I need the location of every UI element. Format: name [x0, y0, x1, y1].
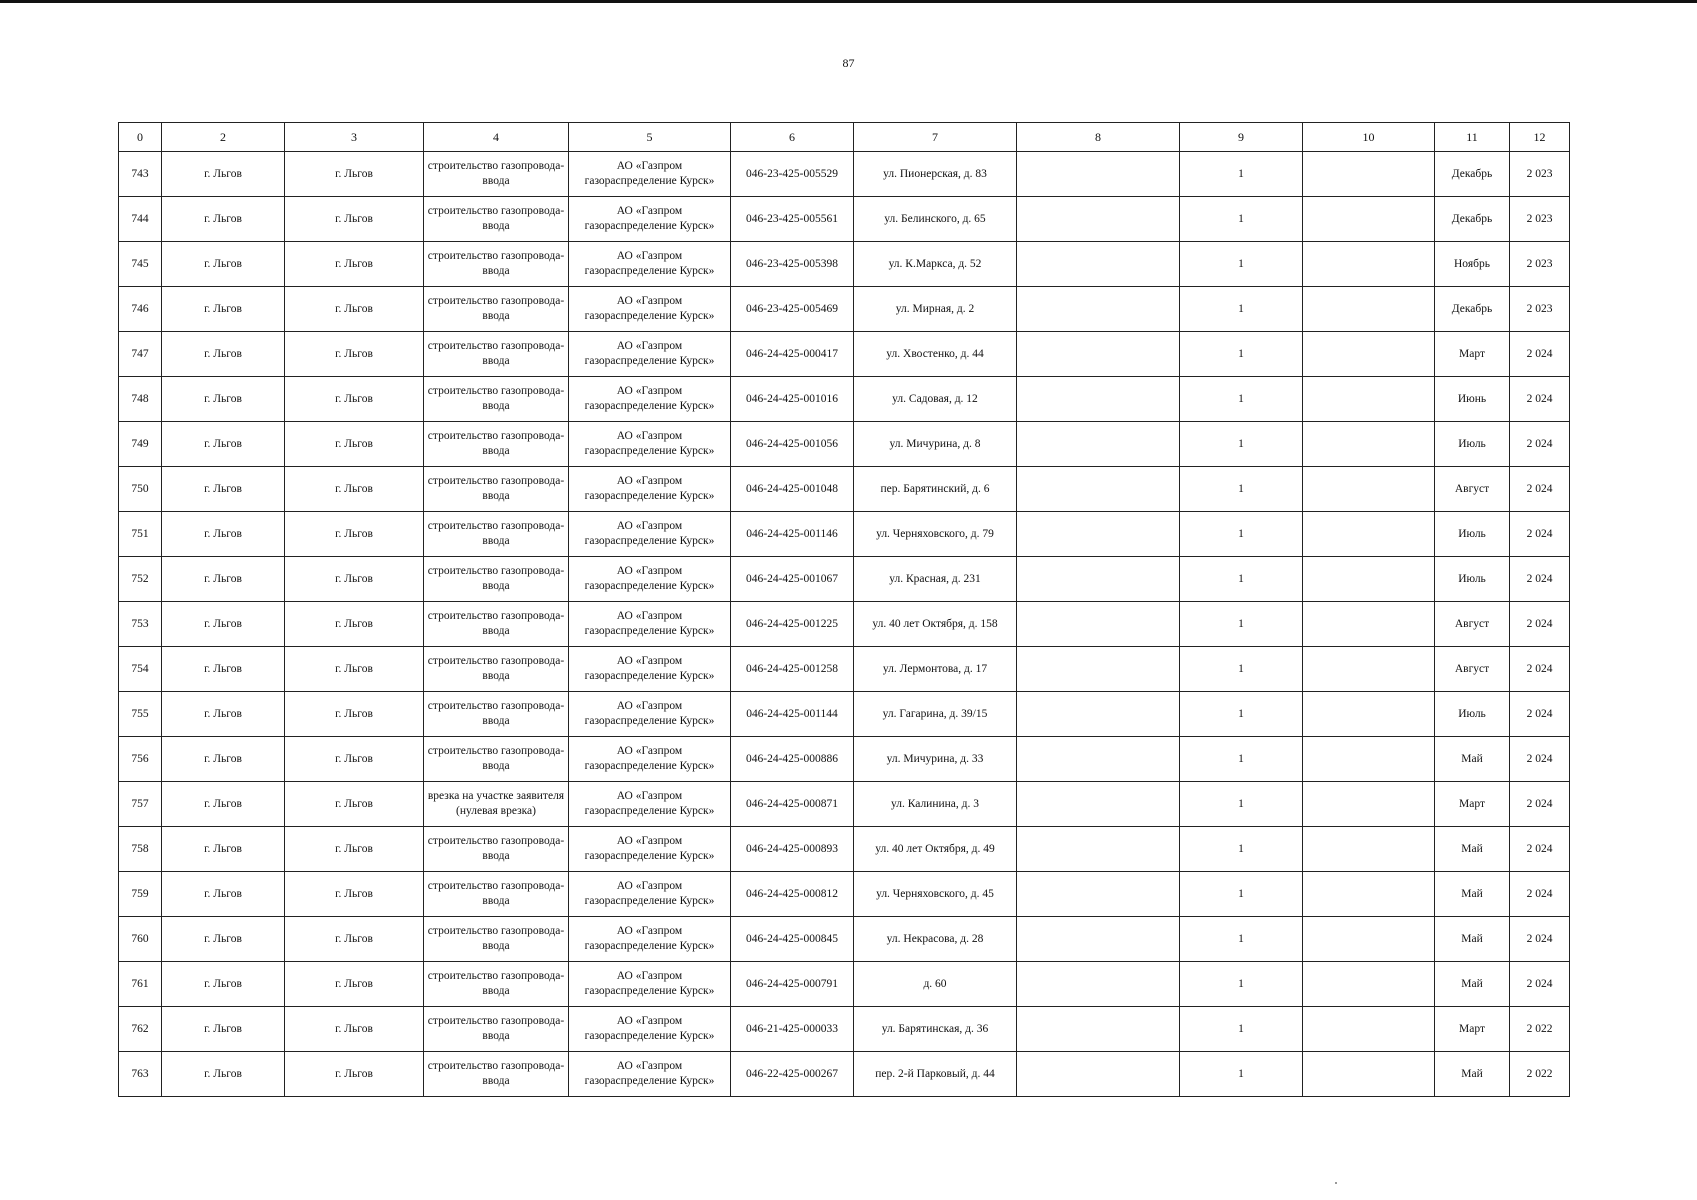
row-number: 745: [119, 242, 162, 287]
empty-cell-8: [1017, 557, 1180, 602]
settlement-cell: г. Льгов: [285, 917, 424, 962]
empty-cell-10: [1303, 197, 1435, 242]
locality-cell: г. Льгов: [162, 512, 285, 557]
empty-cell-8: [1017, 152, 1180, 197]
address-cell: пер. Барятинский, д. 6: [854, 467, 1017, 512]
organization-cell: АО «Газпром газораспределение Курск»: [569, 602, 731, 647]
application-id-cell: 046-23-425-005398: [731, 242, 854, 287]
organization-cell: АО «Газпром газораспределение Курск»: [569, 242, 731, 287]
work-type-cell: строительство газопровода-ввода: [424, 467, 569, 512]
work-type-cell: строительство газопровода-ввода: [424, 557, 569, 602]
month-cell: Декабрь: [1435, 152, 1510, 197]
empty-cell-10: [1303, 602, 1435, 647]
month-cell: Июль: [1435, 422, 1510, 467]
month-cell: Май: [1435, 962, 1510, 1007]
table-row: [119, 917, 1570, 962]
month-cell: Июнь: [1435, 377, 1510, 422]
address-cell: ул. Красная, д. 231: [854, 557, 1017, 602]
empty-cell-8: [1017, 422, 1180, 467]
empty-cell-8: [1017, 872, 1180, 917]
year-cell: 2 023: [1510, 152, 1570, 197]
organization-cell: АО «Газпром газораспределение Курск»: [569, 917, 731, 962]
page-number: 87: [842, 56, 855, 70]
locality-cell: г. Льгов: [162, 422, 285, 467]
application-id-cell: 046-24-425-000871: [731, 782, 854, 827]
locality-cell: г. Льгов: [162, 557, 285, 602]
application-id-cell: 046-24-425-001016: [731, 377, 854, 422]
quantity-cell: 1: [1180, 557, 1303, 602]
application-id-cell: 046-24-425-000886: [731, 737, 854, 782]
month-cell: Декабрь: [1435, 287, 1510, 332]
column-header: 9: [1180, 123, 1303, 152]
row-number: 743: [119, 152, 162, 197]
column-header: 11: [1435, 123, 1510, 152]
organization-cell: АО «Газпром газораспределение Курск»: [569, 692, 731, 737]
empty-cell-8: [1017, 242, 1180, 287]
application-id-cell: 046-24-425-000845: [731, 917, 854, 962]
year-cell: 2 024: [1510, 512, 1570, 557]
month-cell: Июль: [1435, 557, 1510, 602]
organization-cell: АО «Газпром газораспределение Курск»: [569, 512, 731, 557]
application-id-cell: 046-24-425-001048: [731, 467, 854, 512]
empty-cell-8: [1017, 692, 1180, 737]
settlement-cell: г. Льгов: [285, 287, 424, 332]
column-header: 8: [1017, 123, 1180, 152]
table-row: [119, 1052, 1570, 1097]
row-number: 761: [119, 962, 162, 1007]
empty-cell-10: [1303, 557, 1435, 602]
table-row: [119, 242, 1570, 287]
organization-cell: АО «Газпром газораспределение Курск»: [569, 557, 731, 602]
locality-cell: г. Льгов: [162, 152, 285, 197]
year-cell: 2 024: [1510, 872, 1570, 917]
column-header: 2: [162, 123, 285, 152]
settlement-cell: г. Льгов: [285, 737, 424, 782]
address-cell: ул. Хвостенко, д. 44: [854, 332, 1017, 377]
quantity-cell: 1: [1180, 332, 1303, 377]
row-number: 758: [119, 827, 162, 872]
table-row: [119, 872, 1570, 917]
work-type-cell: строительство газопровода-ввода: [424, 872, 569, 917]
settlement-cell: г. Льгов: [285, 377, 424, 422]
application-id-cell: 046-22-425-000267: [731, 1052, 854, 1097]
month-cell: Май: [1435, 917, 1510, 962]
year-cell: 2 024: [1510, 917, 1570, 962]
application-id-cell: 046-24-425-000893: [731, 827, 854, 872]
empty-cell-10: [1303, 332, 1435, 377]
application-id-cell: 046-24-425-000417: [731, 332, 854, 377]
row-number: 744: [119, 197, 162, 242]
address-cell: ул. Калинина, д. 3: [854, 782, 1017, 827]
month-cell: Август: [1435, 467, 1510, 512]
address-cell: ул. 40 лет Октября, д. 49: [854, 827, 1017, 872]
quantity-cell: 1: [1180, 962, 1303, 1007]
month-cell: Май: [1435, 737, 1510, 782]
year-cell: 2 024: [1510, 557, 1570, 602]
quantity-cell: 1: [1180, 917, 1303, 962]
settlement-cell: г. Льгов: [285, 332, 424, 377]
column-header: 7: [854, 123, 1017, 152]
address-cell: ул. Черняховского, д. 45: [854, 872, 1017, 917]
locality-cell: г. Льгов: [162, 467, 285, 512]
row-number: 749: [119, 422, 162, 467]
settlement-cell: г. Льгов: [285, 242, 424, 287]
address-cell: ул. Мирная, д. 2: [854, 287, 1017, 332]
table-row: [119, 422, 1570, 467]
organization-cell: АО «Газпром газораспределение Курск»: [569, 152, 731, 197]
application-id-cell: 046-24-425-001225: [731, 602, 854, 647]
settlement-cell: г. Льгов: [285, 782, 424, 827]
column-header: 12: [1510, 123, 1570, 152]
quantity-cell: 1: [1180, 1007, 1303, 1052]
column-header: 5: [569, 123, 731, 152]
work-type-cell: строительство газопровода-ввода: [424, 377, 569, 422]
settlement-cell: г. Льгов: [285, 602, 424, 647]
application-id-cell: 046-24-425-001146: [731, 512, 854, 557]
address-cell: ул. Белинского, д. 65: [854, 197, 1017, 242]
settlement-cell: г. Льгов: [285, 512, 424, 557]
settlement-cell: г. Льгов: [285, 827, 424, 872]
quantity-cell: 1: [1180, 242, 1303, 287]
table-row: [119, 647, 1570, 692]
empty-cell-10: [1303, 647, 1435, 692]
work-type-cell: строительство газопровода-ввода: [424, 827, 569, 872]
locality-cell: г. Льгов: [162, 647, 285, 692]
month-cell: Июль: [1435, 692, 1510, 737]
row-number: 760: [119, 917, 162, 962]
table-row: [119, 287, 1570, 332]
settlement-cell: г. Льгов: [285, 1052, 424, 1097]
empty-cell-10: [1303, 692, 1435, 737]
work-type-cell: строительство газопровода-ввода: [424, 197, 569, 242]
table-row: [119, 152, 1570, 197]
row-number: 746: [119, 287, 162, 332]
year-cell: 2 024: [1510, 422, 1570, 467]
application-id-cell: 046-21-425-000033: [731, 1007, 854, 1052]
work-type-cell: строительство газопровода-ввода: [424, 512, 569, 557]
address-cell: пер. 2-й Парковый, д. 44: [854, 1052, 1017, 1097]
work-type-cell: строительство газопровода-ввода: [424, 422, 569, 467]
locality-cell: г. Льгов: [162, 1052, 285, 1097]
locality-cell: г. Льгов: [162, 917, 285, 962]
application-id-cell: 046-24-425-000791: [731, 962, 854, 1007]
row-number: 755: [119, 692, 162, 737]
column-header: 0: [119, 123, 162, 152]
locality-cell: г. Льгов: [162, 962, 285, 1007]
quantity-cell: 1: [1180, 152, 1303, 197]
year-cell: 2 022: [1510, 1052, 1570, 1097]
month-cell: Май: [1435, 1052, 1510, 1097]
table-row: [119, 557, 1570, 602]
empty-cell-8: [1017, 512, 1180, 557]
empty-cell-8: [1017, 827, 1180, 872]
locality-cell: г. Льгов: [162, 602, 285, 647]
data-table: [118, 122, 1570, 1097]
organization-cell: АО «Газпром газораспределение Курск»: [569, 332, 731, 377]
empty-cell-10: [1303, 962, 1435, 1007]
empty-cell-8: [1017, 467, 1180, 512]
application-id-cell: 046-23-425-005529: [731, 152, 854, 197]
quantity-cell: 1: [1180, 422, 1303, 467]
organization-cell: АО «Газпром газораспределение Курск»: [569, 737, 731, 782]
year-cell: 2 024: [1510, 602, 1570, 647]
table-row: [119, 962, 1570, 1007]
settlement-cell: г. Льгов: [285, 197, 424, 242]
quantity-cell: 1: [1180, 737, 1303, 782]
year-cell: 2 023: [1510, 197, 1570, 242]
work-type-cell: врезка на участке заявителя (нулевая врезка): [424, 782, 569, 827]
month-cell: Март: [1435, 782, 1510, 827]
empty-cell-8: [1017, 332, 1180, 377]
year-cell: 2 022: [1510, 1007, 1570, 1052]
year-cell: 2 024: [1510, 737, 1570, 782]
empty-cell-10: [1303, 512, 1435, 557]
settlement-cell: г. Льгов: [285, 557, 424, 602]
table-row: [119, 737, 1570, 782]
row-number: 759: [119, 872, 162, 917]
work-type-cell: строительство газопровода-ввода: [424, 917, 569, 962]
empty-cell-10: [1303, 422, 1435, 467]
empty-cell-8: [1017, 1007, 1180, 1052]
application-id-cell: 046-23-425-005469: [731, 287, 854, 332]
work-type-cell: строительство газопровода-ввода: [424, 1007, 569, 1052]
empty-cell-8: [1017, 782, 1180, 827]
year-cell: 2 024: [1510, 647, 1570, 692]
quantity-cell: 1: [1180, 467, 1303, 512]
address-cell: ул. Мичурина, д. 33: [854, 737, 1017, 782]
settlement-cell: г. Льгов: [285, 872, 424, 917]
application-id-cell: 046-24-425-000812: [731, 872, 854, 917]
empty-cell-10: [1303, 152, 1435, 197]
work-type-cell: строительство газопровода-ввода: [424, 602, 569, 647]
work-type-cell: строительство газопровода-ввода: [424, 692, 569, 737]
locality-cell: г. Льгов: [162, 197, 285, 242]
empty-cell-10: [1303, 467, 1435, 512]
year-cell: 2 024: [1510, 332, 1570, 377]
application-id-cell: 046-24-425-001258: [731, 647, 854, 692]
work-type-cell: строительство газопровода-ввода: [424, 647, 569, 692]
address-cell: ул. Лермонтова, д. 17: [854, 647, 1017, 692]
locality-cell: г. Льгов: [162, 377, 285, 422]
empty-cell-10: [1303, 782, 1435, 827]
row-number: 754: [119, 647, 162, 692]
empty-cell-8: [1017, 737, 1180, 782]
locality-cell: г. Льгов: [162, 692, 285, 737]
empty-cell-8: [1017, 647, 1180, 692]
column-header: 4: [424, 123, 569, 152]
empty-cell-8: [1017, 1052, 1180, 1097]
table-body: [119, 152, 1570, 1097]
work-type-cell: строительство газопровода-ввода: [424, 242, 569, 287]
empty-cell-10: [1303, 1052, 1435, 1097]
row-number: 748: [119, 377, 162, 422]
empty-cell-10: [1303, 737, 1435, 782]
empty-cell-8: [1017, 602, 1180, 647]
locality-cell: г. Льгов: [162, 1007, 285, 1052]
organization-cell: АО «Газпром газораспределение Курск»: [569, 287, 731, 332]
month-cell: Декабрь: [1435, 197, 1510, 242]
month-cell: Август: [1435, 647, 1510, 692]
organization-cell: АО «Газпром газораспределение Курск»: [569, 782, 731, 827]
application-id-cell: 046-24-425-001067: [731, 557, 854, 602]
quantity-cell: 1: [1180, 782, 1303, 827]
quantity-cell: 1: [1180, 647, 1303, 692]
month-cell: Август: [1435, 602, 1510, 647]
empty-cell-10: [1303, 917, 1435, 962]
settlement-cell: г. Льгов: [285, 647, 424, 692]
quantity-cell: 1: [1180, 692, 1303, 737]
year-cell: 2 024: [1510, 377, 1570, 422]
row-number: 763: [119, 1052, 162, 1097]
quantity-cell: 1: [1180, 872, 1303, 917]
quantity-cell: 1: [1180, 602, 1303, 647]
year-cell: 2 023: [1510, 242, 1570, 287]
table-row: [119, 467, 1570, 512]
address-cell: ул. Гагарина, д. 39/15: [854, 692, 1017, 737]
month-cell: Март: [1435, 332, 1510, 377]
table-row: [119, 1007, 1570, 1052]
locality-cell: г. Льгов: [162, 827, 285, 872]
application-id-cell: 046-24-425-001144: [731, 692, 854, 737]
row-number: 752: [119, 557, 162, 602]
settlement-cell: г. Льгов: [285, 1007, 424, 1052]
empty-cell-10: [1303, 872, 1435, 917]
organization-cell: АО «Газпром газораспределение Курск»: [569, 377, 731, 422]
work-type-cell: строительство газопровода-ввода: [424, 287, 569, 332]
table-row: [119, 692, 1570, 737]
column-header: 10: [1303, 123, 1435, 152]
column-header: 6: [731, 123, 854, 152]
settlement-cell: г. Льгов: [285, 422, 424, 467]
quantity-cell: 1: [1180, 512, 1303, 557]
scan-speck: [1335, 1182, 1337, 1184]
empty-cell-8: [1017, 197, 1180, 242]
address-cell: д. 60: [854, 962, 1017, 1007]
settlement-cell: г. Льгов: [285, 152, 424, 197]
scan-top-edge: [0, 0, 1697, 3]
work-type-cell: строительство газопровода-ввода: [424, 962, 569, 1007]
application-id-cell: 046-23-425-005561: [731, 197, 854, 242]
table-row: [119, 827, 1570, 872]
organization-cell: АО «Газпром газораспределение Курск»: [569, 647, 731, 692]
empty-cell-10: [1303, 242, 1435, 287]
organization-cell: АО «Газпром газораспределение Курск»: [569, 962, 731, 1007]
locality-cell: г. Льгов: [162, 332, 285, 377]
row-number: 757: [119, 782, 162, 827]
address-cell: ул. Черняховского, д. 79: [854, 512, 1017, 557]
settlement-cell: г. Льгов: [285, 962, 424, 1007]
work-type-cell: строительство газопровода-ввода: [424, 737, 569, 782]
quantity-cell: 1: [1180, 197, 1303, 242]
organization-cell: АО «Газпром газораспределение Курск»: [569, 467, 731, 512]
month-cell: Март: [1435, 1007, 1510, 1052]
organization-cell: АО «Газпром газораспределение Курск»: [569, 422, 731, 467]
table-row: [119, 332, 1570, 377]
settlement-cell: г. Льгов: [285, 692, 424, 737]
organization-cell: АО «Газпром газораспределение Курск»: [569, 1007, 731, 1052]
organization-cell: АО «Газпром газораспределение Курск»: [569, 827, 731, 872]
work-type-cell: строительство газопровода-ввода: [424, 332, 569, 377]
table-row: [119, 512, 1570, 557]
work-type-cell: строительство газопровода-ввода: [424, 152, 569, 197]
row-number: 762: [119, 1007, 162, 1052]
locality-cell: г. Льгов: [162, 782, 285, 827]
empty-cell-10: [1303, 287, 1435, 332]
table-row: [119, 197, 1570, 242]
locality-cell: г. Льгов: [162, 242, 285, 287]
row-number: 753: [119, 602, 162, 647]
address-cell: ул. 40 лет Октября, д. 158: [854, 602, 1017, 647]
quantity-cell: 1: [1180, 1052, 1303, 1097]
year-cell: 2 024: [1510, 467, 1570, 512]
empty-cell-10: [1303, 1007, 1435, 1052]
quantity-cell: 1: [1180, 827, 1303, 872]
work-type-cell: строительство газопровода-ввода: [424, 1052, 569, 1097]
row-number: 756: [119, 737, 162, 782]
address-cell: ул. Некрасова, д. 28: [854, 917, 1017, 962]
row-number: 747: [119, 332, 162, 377]
organization-cell: АО «Газпром газораспределение Курск»: [569, 872, 731, 917]
address-cell: ул. Барятинская, д. 36: [854, 1007, 1017, 1052]
month-cell: Май: [1435, 872, 1510, 917]
column-header: 3: [285, 123, 424, 152]
locality-cell: г. Льгов: [162, 872, 285, 917]
address-cell: ул. Мичурина, д. 8: [854, 422, 1017, 467]
locality-cell: г. Льгов: [162, 287, 285, 332]
year-cell: 2 024: [1510, 782, 1570, 827]
address-cell: ул. Садовая, д. 12: [854, 377, 1017, 422]
row-number: 751: [119, 512, 162, 557]
year-cell: 2 024: [1510, 692, 1570, 737]
settlement-cell: г. Льгов: [285, 467, 424, 512]
row-number: 750: [119, 467, 162, 512]
year-cell: 2 024: [1510, 827, 1570, 872]
empty-cell-10: [1303, 827, 1435, 872]
month-cell: Май: [1435, 827, 1510, 872]
empty-cell-8: [1017, 917, 1180, 962]
table-row: [119, 782, 1570, 827]
table-row: [119, 377, 1570, 422]
month-cell: Июль: [1435, 512, 1510, 557]
year-cell: 2 023: [1510, 287, 1570, 332]
organization-cell: АО «Газпром газораспределение Курск»: [569, 1052, 731, 1097]
empty-cell-10: [1303, 377, 1435, 422]
address-cell: ул. Пионерская, д. 83: [854, 152, 1017, 197]
quantity-cell: 1: [1180, 287, 1303, 332]
address-cell: ул. К.Маркса, д. 52: [854, 242, 1017, 287]
table-row: [119, 602, 1570, 647]
organization-cell: АО «Газпром газораспределение Курск»: [569, 197, 731, 242]
month-cell: Ноябрь: [1435, 242, 1510, 287]
empty-cell-8: [1017, 377, 1180, 422]
table-header-row: [119, 123, 1570, 152]
locality-cell: г. Льгов: [162, 737, 285, 782]
quantity-cell: 1: [1180, 377, 1303, 422]
empty-cell-8: [1017, 962, 1180, 1007]
empty-cell-8: [1017, 287, 1180, 332]
application-id-cell: 046-24-425-001056: [731, 422, 854, 467]
year-cell: 2 024: [1510, 962, 1570, 1007]
